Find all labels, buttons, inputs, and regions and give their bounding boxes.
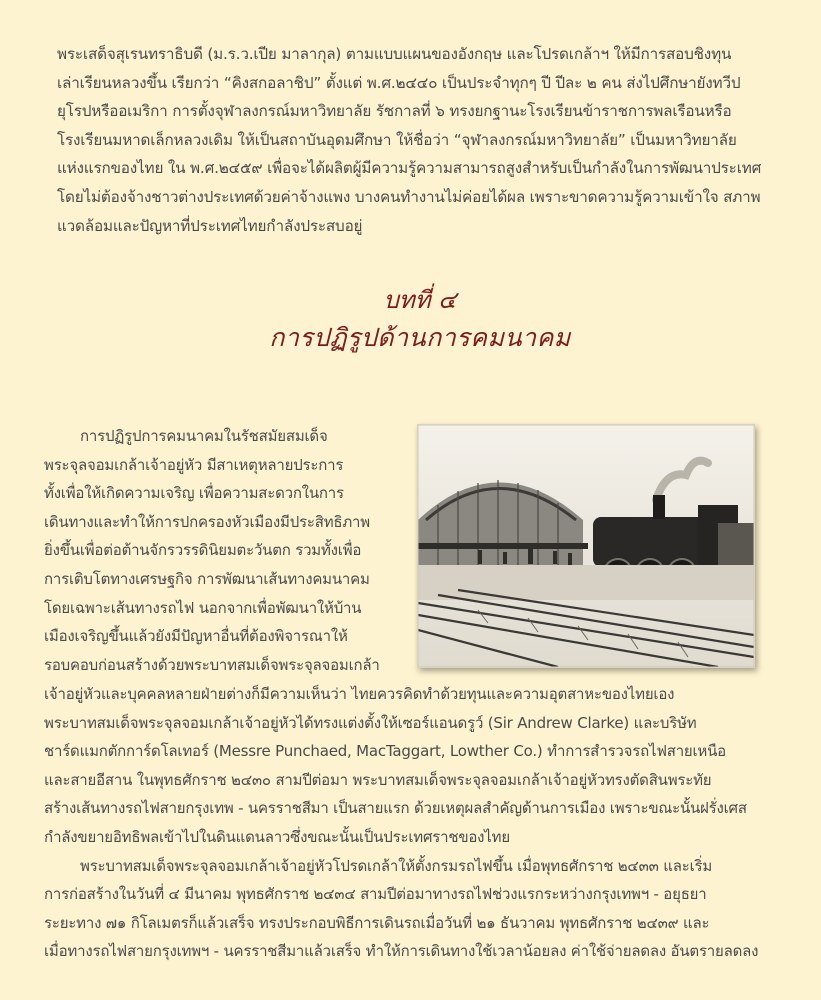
text-line: รอบคอบก่อนสร้างด้วยพระบาทสมเด็จพระจุลจอมเกล้า (44, 655, 380, 674)
text-line: โดยเฉพาะเส้นทางรถไฟ นอกจากเพื่อพัฒนาให้บ้าน (44, 598, 362, 617)
text-line: เมื่อทางรถไฟสายกรุงเทพฯ - นครราชสีมาแล้วเสร็จ ทำให้การเดินทางใช้เวลาน้อยลง ค่าใช้จ่ายลดลง อันตรายลดลง (44, 942, 759, 961)
text-line: การปฏิรูปการคมนาคมในรัชสมัยสมเด็จ (80, 427, 328, 445)
text-line: เล่าเรียนหลวงขึ้น เรียกว่า “คิงสกอลาชิป” ตั้งแต่ พ.ศ.๒๔๔๐ เป็นประจำทุกๆ ปี ปีละ ๒ คน ส่งไปศึกษายังทวีป (57, 73, 741, 92)
text-line: พระบาทสมเด็จพระจุลจอมเกล้าเจ้าอยู่หัวได้ทรงแต่งตั้งให้เซอร์แอนดรูว์ (Sir Andrew Clarke) และบริษัท (44, 713, 697, 732)
chapter-number: บทที่ ๔ (383, 286, 457, 314)
railway-station-image (418, 425, 754, 667)
text-line: กำลังขยายอิทธิพลเข้าไปในดินแดนลาวซึ่งขณะนั้นเป็นประเทศราชของไทย (44, 827, 510, 846)
text-line: เจ้าอยู่หัวและบุคคลหลายฝ่ายต่างก็มีความเห็นว่า ไทยควรคิดทำด้วยทุนและความอุตสาหะของไทยเอง (44, 685, 675, 703)
intro-paragraph (57, 40, 797, 240)
chapter-title: การปฏิรูปด้านการคมนาคม (269, 323, 571, 352)
text-line: ยุโรปหรืออเมริกา การตั้งจุฬาลงกรณ์มหาวิทยาลัย รัชกาลที่ ๖ ทรงยกฐานะโรงเรียนข้าราชการพลเรือนหรือ (57, 102, 732, 121)
text-line: การเติบโตทางเศรษฐกิจ การพัฒนาเส้นทางคมนาคม (44, 569, 370, 588)
text-line: ยิ่งขึ้นเพื่อต่อต้านจักรวรรดินิยมตะวันตก รวมทั้งเพื่อ (44, 541, 362, 560)
text-line: แห่งแรกของไทย ใน พ.ศ.๒๔๕๙ เพื่อจะได้ผลิตผู้มีความรู้ความสามารถสูงสำหรับเป็นกำลังในการพัฒนาประเทศ (57, 159, 762, 178)
text-line: เมืองเจริญขึ้นแล้วยังมีปัญหาอื่นที่ต้องพิจารณาให้ (44, 627, 348, 646)
text-line: พระเสด็จสุเรนทราธิบดี (ม.ร.ว.เปีย มาลากุล) ตามแบบแผนของอังกฤษ และโปรดเกล้าฯ ให้มีการสอบชิงทุน (57, 45, 732, 63)
text-line: เดินทางและทำให้การปกครองหัวเมืองมีประสิทธิภาพ (44, 512, 370, 531)
text-line: ระยะทาง ๗๑ กิโลเมตรก็แล้วเสร็จ ทรงประกอบพิธีการเดินรถเมื่อวันที่ ๒๑ ธันวาคม พุทธศักราช ๒๔๓๙ และ (44, 913, 710, 932)
text-line: และสายอีสาน ในพุทธศักราช ๒๔๓๐ สามปีต่อมา พระบาทสมเด็จพระจุลจอมเกล้าเจ้าอยู่หัวทรงตัดสินพระทัย (44, 770, 712, 789)
text-line: ทั้งเพื่อให้เกิดความเจริญ เพื่อความสะดวกในการ (44, 484, 344, 503)
text-line: ชาร์ดแมกตักการ์ดโลเทอร์ (Messre Punchaed, MacTaggart, Lowther Co.) ทำการสำรวจรถไฟสายเหนือ (44, 742, 726, 761)
column-paragraph (44, 422, 400, 679)
chapter-heading (260, 280, 580, 356)
text-line: สร้างเส้นทางรถไฟสายกรุงเทพ - นครราชสีมา เป็นสายแรก ด้วยเหตุผลสำคัญด้านการเมือง เพราะขณะนั้นฝรั่งเศส (44, 799, 747, 818)
body-paragraphs (44, 680, 799, 966)
text-line: พระบาทสมเด็จพระจุลจอมเกล้าเจ้าอยู่หัวโปรดเกล้าให้ตั้งกรมรถไฟขึ้น เมื่อพุทธศักราช ๒๔๓๓ และเริ่ม (80, 856, 713, 875)
text-line: แวดล้อมและปัญหาที่ประเทศไทยกำลังประสบอยู่ (57, 216, 363, 235)
text-line: โดยไม่ต้องจ้างชาวต่างประเทศด้วยค่าจ้างแพง บางคนทำงานไม่ค่อยได้ผล เพราะขาดความรู้ความเข้าใจ สภาพ (57, 187, 761, 206)
text-line: โรงเรียนมหาดเล็กหลวงเดิม ให้เป็นสถาบันอุดมศึกษา ให้ชื่อว่า “จุฬาลงกรณ์มหาวิทยาลัย” เป็นมหาวิทยาลัย (57, 130, 737, 149)
text-line: การก่อสร้างในวันที่ ๔ มีนาคม พุทธศักราช ๒๔๓๔ สามปีต่อมาทางรถไฟช่วงแรกระหว่างกรุงเทพฯ - อยุธยา (44, 885, 707, 904)
text-line: พระจุลจอมเกล้าเจ้าอยู่หัว มีสาเหตุหลายประการ (44, 455, 344, 474)
railway-station-photo (417, 424, 755, 668)
